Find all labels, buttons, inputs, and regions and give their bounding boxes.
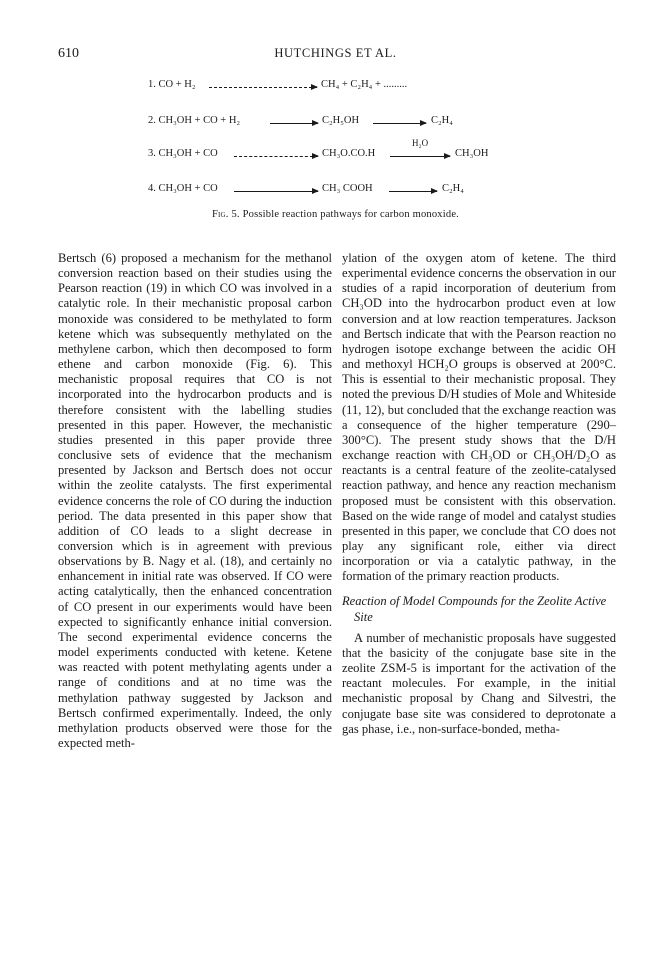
reaction-2-arrow-2 xyxy=(373,123,426,124)
reaction-3-reagent: H₂O xyxy=(412,138,429,148)
reaction-scheme xyxy=(0,0,671,240)
running-head: HUTCHINGS ET AL. xyxy=(274,46,397,60)
reaction-4-intermediate: CH₃ COOH xyxy=(322,183,373,194)
body-paragraph: A number of mechanistic proposals have suggested that the basicity of the conjugate base site in the zeolite ZSM-5 is important for the activation of the reactant molecules. For example, in the initial mechanistic proposal by Chang and Silvestri, the conjugate base site was considered to deprotonate a gas phase, i.e., non-surface-bonded, metha- xyxy=(342,630,616,736)
section-heading: Reaction of Model Compounds for the Zeolite Active Site xyxy=(342,594,607,624)
reaction-1-arrow xyxy=(209,87,317,88)
reaction-4-product: C₂H₄ xyxy=(442,183,464,194)
reaction-4-arrow-1 xyxy=(234,191,318,192)
reaction-1-reactants: 1. CO + H₂ xyxy=(148,79,196,90)
figure-caption-text: Possible reaction pathways for carbon monoxide. xyxy=(242,209,460,220)
reaction-3-reactants: 3. CH₃OH + CO xyxy=(148,148,218,159)
body-paragraph: ylation of the oxygen atom of ketene. The third experimental evidence concerns the observation in our studies of a rapid incorporation of deuterium from CH₃OD into the hydrocarbon product even at low conversion and at low reaction temperatures. Jackson and Bertsch indicate that with the Pearson reaction no hydrogen isotope exchange between the acidic OH and methoxyl HCH₂O groups is observed at 200°C. This is essential to their mechanistic proposal. They noted the previous D/H studies of Mole and Whiteside (11, 12), but concluded that the exchange reaction was a consequence of the higher temperature (290–300°C). The present study shows that the D/H exchange reaction with CH₃OD or CH₃OH/D₂O as reactants is a central feature of the zeolite-catalysed reaction pathway, and hence any reaction mechanism proposed must be consistent with this observation. Based on the wide range of model and catalyst studies presented in this paper, we conclude that CO does not play any significant role, either via direct incorporation or via a catalytic pathway, in the formation of the primary reaction products. xyxy=(342,251,616,584)
reaction-3-intermediate: CH₃O.CO.H xyxy=(322,148,376,159)
reaction-2-intermediate: C₂H₅OH xyxy=(322,115,360,126)
figure-label: Fig. 5. xyxy=(211,209,240,220)
reaction-2-product: C₂H₄ xyxy=(431,115,453,126)
reaction-1-products: CH₄ + C₂H₄ + ......... xyxy=(321,79,408,90)
reaction-4-reactants: 4. CH₃OH + CO xyxy=(148,183,218,194)
right-column xyxy=(342,251,616,737)
reaction-4-arrow-2 xyxy=(389,191,437,192)
figure-caption xyxy=(0,209,671,220)
page-number: 610 xyxy=(58,46,79,61)
reaction-3-product: CH₃OH xyxy=(455,148,489,159)
body-paragraph: Bertsch (6) proposed a mechanism for the methanol conversion reaction based on their studies using the Pearson reaction (19) in which CO was involved in a catalytic role. In their mechanistic proposal carbon monoxide was considered to be methylated to form ketene which was subsequently methylated on the methylene carbon, which then decomposed to form ethene and carbon monoxide (Fig. 6). This mechanistic proposal requires that CO is not incorporated into the hydrocarbon products and is therefore consistent with the labelling studies presented in this paper. However, the mechanistic studies presented in this paper provide three conclusive sets of evidence that the mechanism presented by Jackson and Bertsch does not occur within the zeolite catalysts. The first experimental evidence concerns the role of CO during the induction period. The data presented in this paper show that addition of CO leads to a slight decrease in conversion which is in agreement with previous observations by B. Nagy et al. (18), and certainly no enhancement in initial rate was observed. If CO were acting catalytically, then the enhanced concentration of CO present in our experiments would have been expected to significantly enhance initial conversion. The second experimental evidence concerns the model experiments conducted with ketene. Ketene was reacted with potent methylating agents under a range of conditions and at no time was the methylation pathway suggested by Jackson and Bertsch confirmed experimentally. Indeed, the only methylation products observed were those for the expected meth- xyxy=(58,251,332,750)
reaction-3-arrow-1 xyxy=(234,156,318,157)
reaction-2-reactants: 2. CH₃OH + CO + H₂ xyxy=(148,115,241,126)
reaction-2-arrow-1 xyxy=(270,123,318,124)
left-column xyxy=(58,251,332,751)
reaction-3-arrow-2 xyxy=(390,156,450,157)
